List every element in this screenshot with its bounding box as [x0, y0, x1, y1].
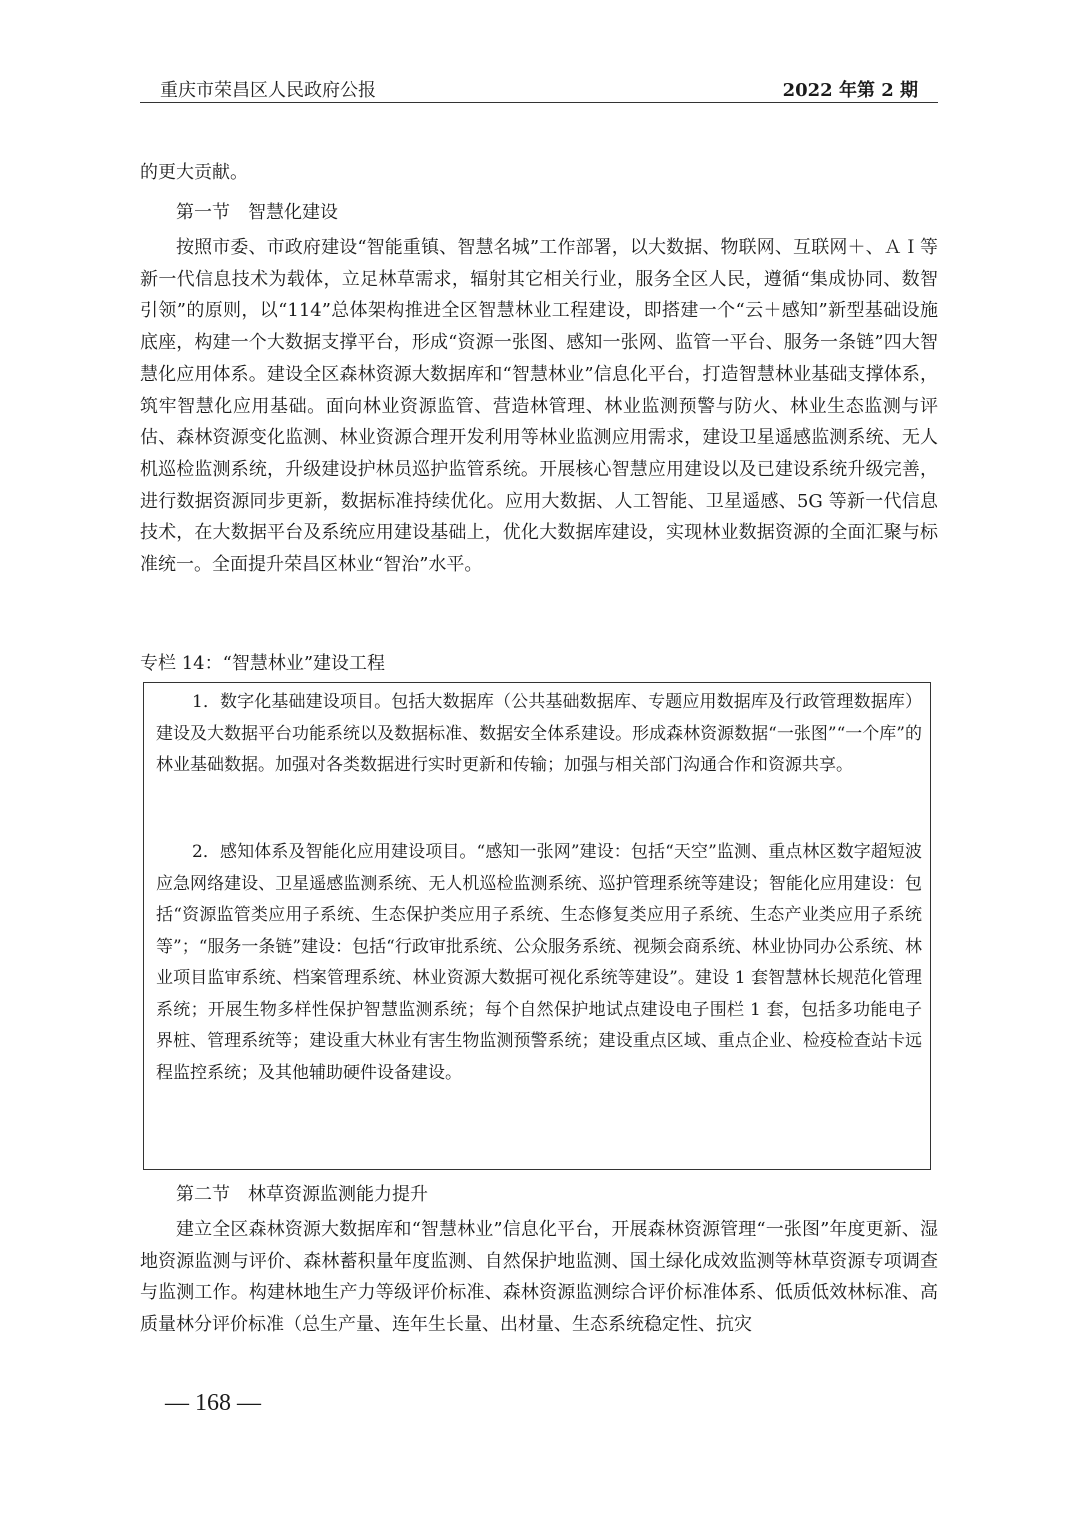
section2-heading: [176, 1179, 428, 1211]
issue-number: 2022 年第 2 期: [782, 80, 918, 101]
paragraph-1: 按照市委、市政府建设“智能重镇、智慧名城”工作部署，以大数据、物联网、互联网＋、ＡＩ等新一代信息技术为载体，立足林草需求，辐射其它相关行业，服务全区人民，遵循“集成协同、数智引领”的原则，以“114”总体架构推进全区智慧林业工程建设，即搭建一个“云＋感知”新型基础设施底座，构建一个大数据支撑平台，形成“资源一张图、感知一张网、监管一平台、服务一条链”四大智慧化应用体系。建设全区森林资源大数据库和“智慧林业”信息化平台，打造智慧林业基础支撑体系，筑牢智慧化应用基础。面向林业资源监管、营造林管理、林业监测预警与防火、林业生态监测与评估、森林资源变化监测、林业资源合理开发利用等林业监测应用需求，建设卫星遥感监测系统、无人机巡检监测系统，升级建设护林员巡护监管系统。开展核心智慧应用建设以及已建设系统升级完善，进行数据资源同步更新，数据标准持续优化。应用大数据、人工智能、卫星遥感、5G 等新一代信息技术，在大数据平台及系统应用建设基础上，优化大数据库建设，实现林业数据资源的全面汇聚与标准统一。全面提升荣昌区林业“智治”水平。: [140, 237, 938, 576]
paragraph-2: 建立全区森林资源大数据库和“智慧林业”信息化平台，开展森林资源管理“一张图”年度更新、湿地资源监测与评价、森林蓄积量年度监测、自然保护地监测、国土绿化成效监测等林草资源专项调查与监测工作。构建林地生产力等级评价标准、森林资源监测综合评价标准体系、低质低效林标准、高质量林分评价标准（总生产量、连年生长量、出材量、生态系统稳定性、抗灾: [140, 1219, 938, 1336]
section1-heading: [176, 197, 338, 229]
box-title: 专栏 14：“智慧林业”建设工程: [140, 653, 386, 674]
intro-text: 的更大贡献。: [140, 162, 248, 183]
page-number: — 168 —: [165, 1390, 261, 1416]
project-box: [143, 682, 931, 1170]
box-item-2: 2．感知体系及智能化应用建设项目。“感知一张网”建设：包括“天空”监测、重点林区数字超短波应急网络建设、卫星遥感监测系统、无人机巡检监测系统、巡护管理系统等建设；智能化应用建设：包括“资源监管类应用子系统、生态保护类应用子系统、生态修复类应用子系统、生态产业类应用子系统等”；“服务一条链”建设：包括“行政审批系统、公众服务系统、视频会商系统、林业协同办公系统、林业项目监审系统、档案管理系统、林业资源大数据可视化系统等建设”。建设 1 套智慧林长规范化管理系统；开展生物多样性保护智慧监测系统；每个自然保护地试点建设电子围栏 1 套，包括多功能电子界桩、管理系统等；建设重大林业有害生物监测预警系统；建设重点区域、重点企业、检疫检查站卡远程监控系统；及其他辅助硬件设备建设。: [156, 842, 922, 1083]
box-item-1: 1．数字化基础建设项目。包括大数据库（公共基础数据库、专题应用数据库及行政管理数据库）建设及大数据平台功能系统以及数据标准、数据安全体系建设。形成森林资源数据“一张图”“一个库”的林业基础数据。加强对各类数据进行实时更新和传输；加强与相关部门沟通合作和资源共享。: [156, 692, 922, 775]
section2-title: 林草资源监测能力提升: [248, 1184, 428, 1205]
section1-number: 第一节: [176, 202, 230, 223]
page-header: [140, 76, 938, 103]
publication-title: 重庆市荣昌区人民政府公报: [160, 80, 376, 101]
section2-number: 第二节: [176, 1184, 230, 1205]
section1-title: 智慧化建设: [248, 202, 338, 223]
